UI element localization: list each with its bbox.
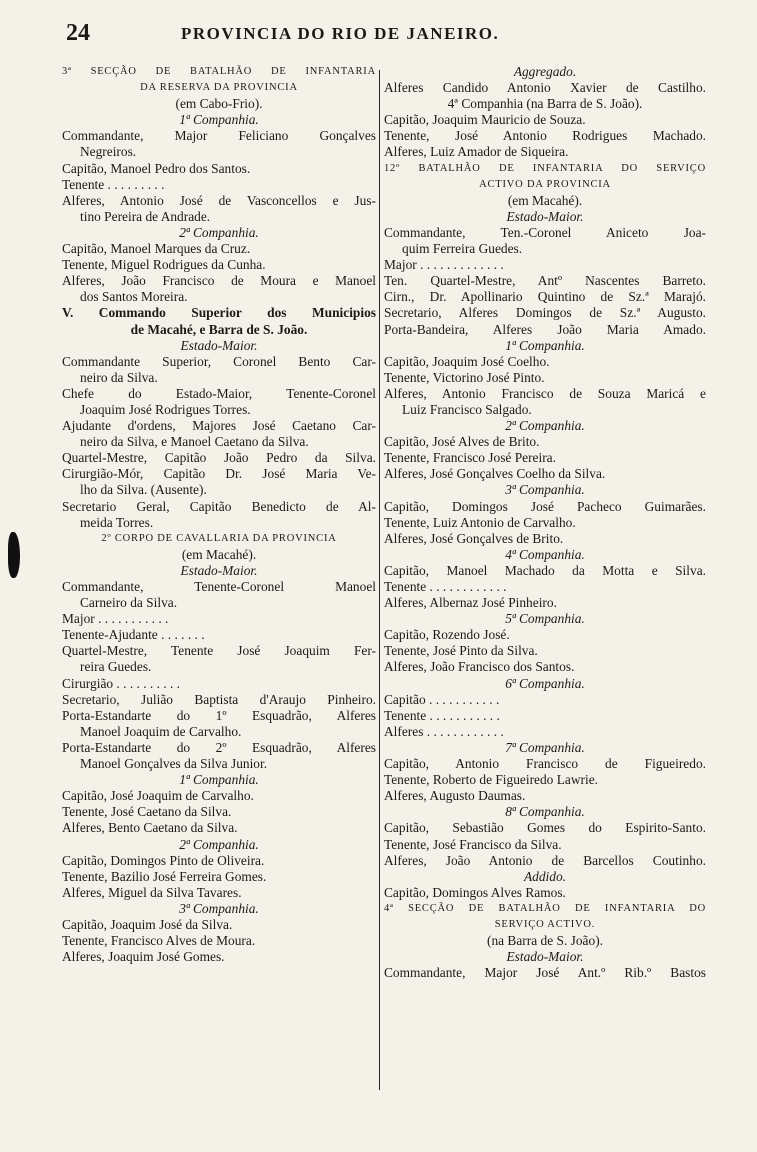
text-line: de Macahé, e Barra de S. João. (130, 321, 308, 337)
text-line: Capitão, Antonio Francisco de Figueiredo. (384, 756, 706, 772)
text-line: Tenente, Francisco José Pereira. (384, 450, 556, 466)
text-line: 5ª Companhia. (505, 611, 585, 627)
text-line: Capitão . . . . . . . . . . . (384, 691, 500, 707)
text-line: ACTIVO DA PROVINCIA (479, 178, 611, 190)
text-line: Secretario, Julião Baptista d'Araujo Pinheiro. (62, 691, 376, 707)
text-line: 2º CORPO DE CAVALLARIA DA PROVINCIA (101, 532, 337, 544)
text-line: (em Cabo-Frio). (175, 96, 263, 112)
text-line: Alferes, Miguel da Silva Tavares. (62, 884, 242, 900)
text-line: Commandante, Ten.-Coronel Aniceto Joa- (384, 224, 706, 240)
text-line: 1ª Companhia. (179, 772, 259, 788)
text-line: Manoel Gonçalves da Silva Junior. (80, 756, 268, 772)
text-line: (na Barra de S. João). (486, 933, 603, 949)
text-line: Alferes, José Gonçalves Coelho da Silva. (384, 466, 606, 482)
text-line: Alferes, João Antonio de Barcellos Coutinho. (384, 852, 706, 868)
running-title: PROVINCIA DO RIO DE JANEIRO. (181, 24, 500, 43)
text-line: (em Macahé). (181, 546, 257, 562)
text-line: Manoel Joaquim de Carvalho. (80, 723, 242, 739)
text-line: 3ª SECÇÃO DE BATALHÃO DE INFANTARIA (62, 66, 376, 77)
text-line: Aggregado. (513, 64, 577, 79)
left-column (62, 64, 376, 965)
text-line: dos Santos Moreira. (80, 289, 188, 305)
text-line: SERVIÇO ACTIVO. (494, 918, 596, 930)
text-line: Alferes, Luiz Amador de Siqueira. (384, 144, 569, 160)
text-line: (em Macahé). (507, 192, 583, 208)
text-line: 1ª Companhia. (505, 337, 585, 353)
text-line: Alferes, Joaquim José Gomes. (62, 949, 225, 965)
right-column (384, 64, 706, 981)
text-line: Secretario Geral, Capitão Benedicto de Al- (62, 498, 376, 514)
text-line: Secretario, Alferes Domingos de Sz.ª Augusto. (384, 305, 706, 321)
text-line: Estado-Maior. (506, 949, 584, 965)
text-line: 1ª Companhia. (179, 112, 259, 128)
text-line: Capitão, Domingos Pinto de Oliveira. (62, 852, 265, 868)
text-line: Alferes, Albernaz José Pinheiro. (384, 595, 557, 611)
text-line: Negreiros. (80, 144, 137, 160)
text-line: Cirn., Dr. Apollinario Quintino de Sz.ª Marajó. (384, 289, 706, 305)
text-line: Alferes, Antonio Francisco de Souza Maricá e (384, 385, 706, 401)
text-line: Tenente, José Caetano da Silva. (62, 804, 232, 820)
text-line: Commandante, Tenente-Coronel Manoel (62, 579, 376, 594)
text-line: Ten. Quartel-Mestre, Antº Nascentes Barreto. (384, 273, 706, 289)
text-line: Tenente, José Pinto da Silva. (384, 643, 538, 659)
text-line: Chefe do Estado-Maior, Tenente-Coronel (62, 385, 376, 401)
text-line: Luiz Francisco Salgado. (402, 401, 532, 417)
text-line: Estado-Maior. (506, 208, 584, 224)
page-header (66, 20, 706, 50)
text-line: DA RESERVA DA PROVINCIA (140, 82, 298, 94)
text-line: Porta-Estandarte do 2º Esquadrão, Alferes (62, 739, 376, 755)
text-line: neiro da Silva. (80, 369, 158, 385)
text-line: Alferes, Antonio José de Vasconcellos e Jus- (62, 192, 376, 208)
text-line: Porta-Estandarte do 1º Esquadrão, Alferes (62, 707, 376, 723)
text-line: 12º BATALHÃO DE INFANTARIA DO SERVIÇO (384, 162, 706, 174)
text-line: Major . . . . . . . . . . . (62, 611, 169, 627)
text-line: 3ª Companhia. (179, 900, 259, 916)
ink-blot-mark (8, 532, 20, 578)
text-line: Alferes, João Francisco dos Santos. (384, 659, 575, 675)
text-line: Tenente, Roberto de Figueiredo Lawrie. (384, 772, 598, 788)
text-line: 3ª Companhia. (505, 482, 585, 498)
text-line: reira Guedes. (80, 659, 152, 675)
text-line: Tenente, Francisco Alves de Moura. (62, 933, 256, 949)
text-line: Tenente, José Francisco da Silva. (384, 836, 562, 852)
text-line: Cirurgião-Mór, Capitão Dr. José Maria Ve- (62, 466, 376, 482)
text-line: Capitão, Joaquim José Coelho. (384, 353, 550, 369)
text-line: Alferes, Augusto Daumas. (384, 788, 526, 804)
text-line: Tenente, Luiz Antonio de Carvalho. (384, 514, 576, 530)
text-line: Addido. (523, 868, 567, 884)
text-line: 4ª Companhia (na Barra de S. João). (447, 96, 643, 112)
text-line: Quartel-Mestre, Capitão João Pedro da Silva. (62, 450, 376, 466)
text-line: Tenente . . . . . . . . . (62, 176, 165, 192)
text-line: Capitão, José Alves de Brito. (384, 434, 540, 450)
text-line: meida Torres. (80, 514, 154, 530)
text-line: 2ª Companhia. (505, 418, 585, 434)
text-line: Capitão, Domingos José Pacheco Guimarães. (384, 498, 706, 514)
text-line: Cirurgião . . . . . . . . . . (62, 675, 181, 691)
text-line: Porta-Bandeira, Alferes João Maria Amado. (384, 321, 706, 337)
text-line: Capitão, Manoel Marques da Cruz. (62, 241, 251, 257)
text-line: 7ª Companhia. (505, 739, 585, 755)
text-line: Tenente-Ajudante . . . . . . . (62, 627, 205, 643)
text-line: Alferes, Bento Caetano da Silva. (62, 820, 238, 836)
text-line: 6ª Companhia. (505, 675, 585, 691)
text-line: 4ª Companhia. (505, 546, 585, 562)
text-line: Quartel-Mestre, Tenente José Joaquim Fer- (62, 643, 376, 659)
text-line: 4ª SECÇÃO DE BATALHÃO DE INFANTARIA DO (384, 902, 706, 914)
text-line: Capitão, José Joaquim de Carvalho. (62, 788, 254, 804)
text-line: Estado-Maior. (180, 562, 258, 578)
text-line: tino Pereira de Andrade. (80, 208, 211, 224)
text-line: Alferes Candido Antonio Xavier de Castilho. (384, 80, 706, 96)
text-line: Tenente, Miguel Rodrigues da Cunha. (62, 257, 266, 273)
page-number: 24 (66, 20, 90, 46)
text-line: Tenente, Victorino José Pinto. (384, 369, 545, 385)
text-line: Capitão, Sebastião Gomes do Espirito-Santo. (384, 820, 706, 836)
text-line: Alferes, José Gonçalves de Brito. (384, 530, 564, 546)
column-divider (379, 70, 380, 1090)
text-line: Tenente . . . . . . . . . . . . (384, 579, 507, 594)
text-line: Capitão, Manoel Machado da Motta e Silva. (384, 562, 706, 578)
text-line: Commandante, Major José Ant.º Rib.º Bastos (384, 965, 706, 981)
text-line: Capitão, Joaquim Mauricio de Souza. (384, 112, 586, 128)
text-line: Ajudante d'ordens, Majores José Caetano Car- (62, 418, 376, 434)
text-line: Major . . . . . . . . . . . . . (384, 257, 504, 273)
text-line: lho da Silva. (Ausente). (80, 482, 207, 498)
text-line: Commandante Superior, Coronel Bento Car- (62, 353, 376, 369)
text-line: quim Ferreira Guedes. (402, 241, 523, 257)
text-line: Capitão, Domingos Alves Ramos. (384, 884, 566, 900)
text-line: Alferes . . . . . . . . . . . . (384, 723, 504, 739)
text-line: 8ª Companhia. (505, 804, 585, 820)
text-line: 2ª Companhia. (179, 224, 259, 240)
text-line: Carneiro da Silva. (80, 595, 178, 611)
text-line: Capitão, Rozendo José. (384, 627, 510, 643)
text-line: Capitão, Joaquim José da Silva. (62, 916, 233, 932)
text-line: neiro da Silva, e Manoel Caetano da Silva. (80, 434, 309, 450)
text-line: Alferes, João Francisco de Moura e Manoel (62, 273, 376, 289)
text-line: Tenente . . . . . . . . . . . (384, 707, 500, 723)
text-line: V. Commando Superior dos Municipios (62, 305, 376, 321)
text-line: Joaquim José Rodrigues Torres. (80, 401, 251, 417)
text-line: 2ª Companhia. (179, 836, 259, 852)
text-line: Tenente, Bazilio José Ferreira Gomes. (62, 868, 267, 884)
text-line: Capitão, Manoel Pedro dos Santos. (62, 160, 251, 176)
text-line: Commandante, Major Feliciano Gonçalves (62, 128, 376, 144)
text-line: Tenente, José Antonio Rodrigues Machado. (384, 128, 706, 144)
text-line: Estado-Maior. (180, 337, 258, 353)
